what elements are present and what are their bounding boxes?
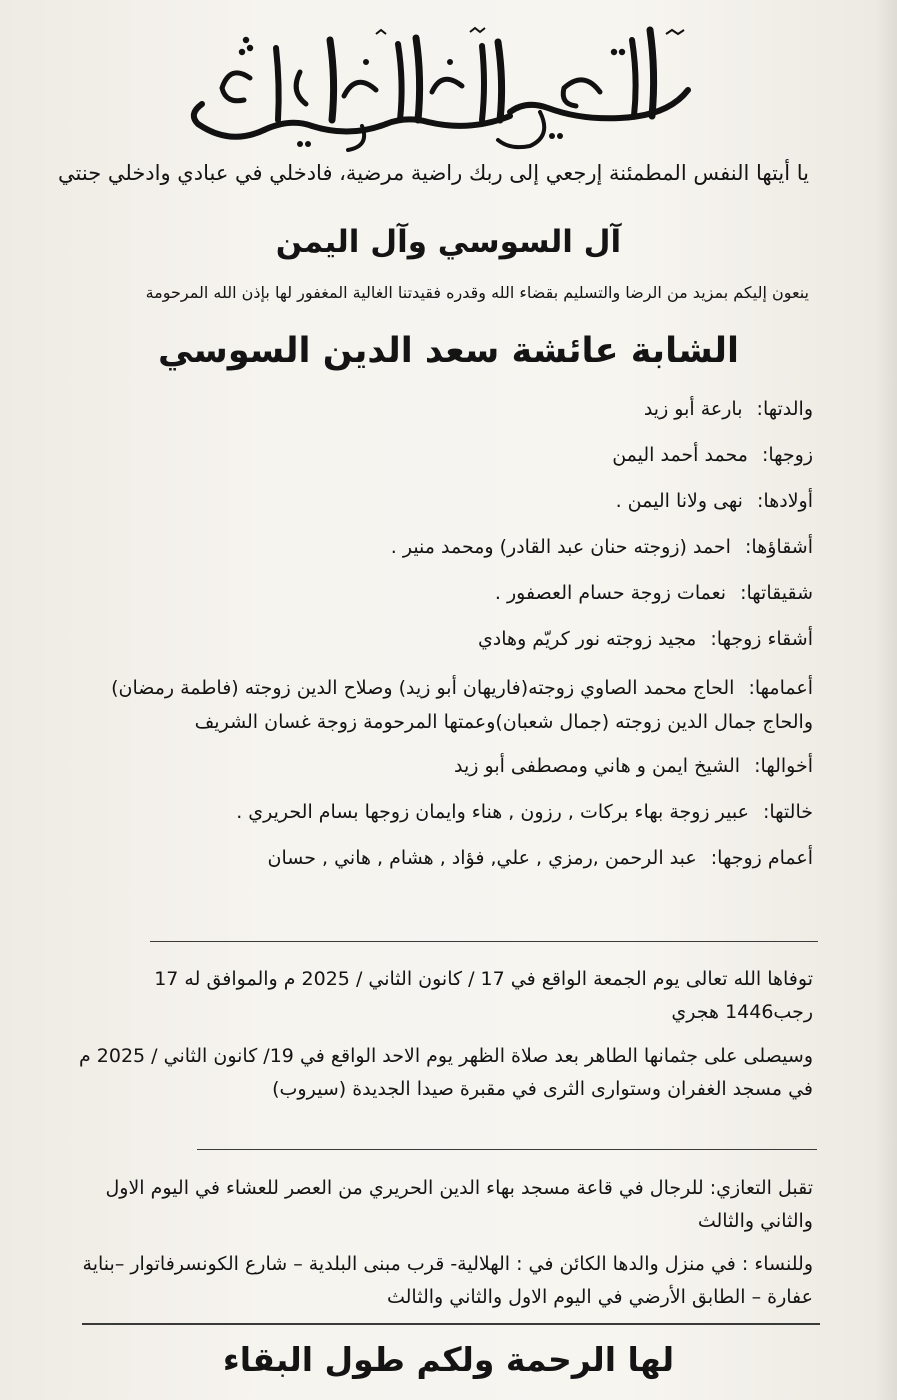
condolences-men: تقبل التعازي: للرجال في قاعة مسجد بهاء الدين الحريري من العصر للعشاء في اليوم الاول والثاني والثالث — [105, 1177, 813, 1232]
relative-line — [83, 441, 813, 470]
relative-label: زوجها: — [761, 444, 813, 466]
calligraphy-header — [180, 12, 700, 152]
divider-line — [150, 941, 818, 942]
relative-value: احمد (زوجته حنان عبد القادر) ومحمد منير . — [390, 536, 731, 558]
relative-value: محمد أحمد اليمن — [612, 444, 748, 466]
announcement-text: ينعون إليكم بمزيد من الرضا والتسليم بقضاء الله وقدره فقيدتنا الغالية المغفور لها بإذن الله المرحومة — [145, 283, 809, 302]
mourning-families: آل السوسي وآل اليمن — [275, 224, 622, 260]
relative-value: نعمات زوجة حسام العصفور . — [494, 582, 727, 604]
divider-line — [82, 1323, 820, 1325]
quran-verse: يا أيتها النفس المطمئنة إرجعي إلى ربك راضية مرضية، فادخلي في عبادي وادخلي جنتي — [58, 161, 809, 185]
relative-line — [83, 844, 813, 873]
relative-line — [83, 752, 813, 781]
relative-line — [83, 395, 813, 424]
relative-label: أولادها: — [757, 490, 813, 512]
relative-value: مجيد زوجته نور كريّم وهادي — [477, 628, 697, 650]
relative-line — [83, 625, 813, 654]
divider-line — [197, 1149, 817, 1150]
relative-label: والدتها: — [756, 398, 813, 420]
relative-label: أخوالها: — [754, 755, 813, 777]
deceased-name: الشابة عائشة سعد الدين السوسي — [158, 331, 739, 371]
relative-line — [83, 671, 813, 739]
page-edge-shadow — [875, 0, 897, 1400]
relative-line — [83, 579, 813, 608]
relative-line — [83, 533, 813, 562]
relative-value: عبير زوجة بهاء بركات , رزون , هناء وايمان زوجها بسام الحريري . — [236, 801, 749, 823]
relative-value: نهى ولانا اليمن . — [615, 490, 743, 512]
relative-label: أعمامها: — [748, 677, 813, 699]
relative-label: أشقاؤها: — [745, 536, 813, 558]
relative-line — [83, 798, 813, 827]
relative-label: أعمام زوجها: — [710, 847, 813, 869]
closing-phrase: لها الرحمة ولكم طول البقاء — [222, 1340, 675, 1379]
funeral-prayer-notice: وسيصلى على جثمانها الطاهر بعد صلاة الظهر يوم الاحد الواقع في 19/ كانون الثاني / 2025 م في مسجد الغفران وستوارى الثرى في مقبرة صيدا الجديدة (سيروب) — [78, 1045, 813, 1100]
relative-value: عبد الرحمن ,رمزي , علي, فؤاد , هشام , هاني , حسان — [267, 847, 697, 869]
relative-value: الحاج محمد الصاوي زوجته(فاريهان أبو زيد) وصلاح الدين زوجته (فاطمة رمضان) والحاج جمال الدين زوجته (جمال شعبان)وعمتها المرحومة زوجة غسان الشريف — [111, 677, 813, 733]
relative-value: الشيخ ايمن و هاني ومصطفى أبو زيد — [454, 755, 741, 777]
relative-label: خالتها: — [762, 801, 813, 823]
death-date-notice: توفاها الله تعالى يوم الجمعة الواقع في 17 / كانون الثاني / 2025 م والموافق له 17 رجب1446 هجري — [154, 968, 813, 1023]
relative-value: بارعة أبو زيد — [643, 398, 743, 420]
relative-label: شقيقاتها: — [740, 582, 813, 604]
relative-label: أشقاء زوجها: — [710, 628, 813, 650]
condolences-women: وللنساء : في منزل والدها الكائن في : الهلالية- قرب مبنى البلدية – شارع الكونسرفاتوار –بناية عفارة – الطابق الأرضي في اليوم الاول والثاني والثالث — [82, 1253, 813, 1308]
relatives-list — [83, 395, 813, 873]
relative-line — [83, 487, 813, 516]
